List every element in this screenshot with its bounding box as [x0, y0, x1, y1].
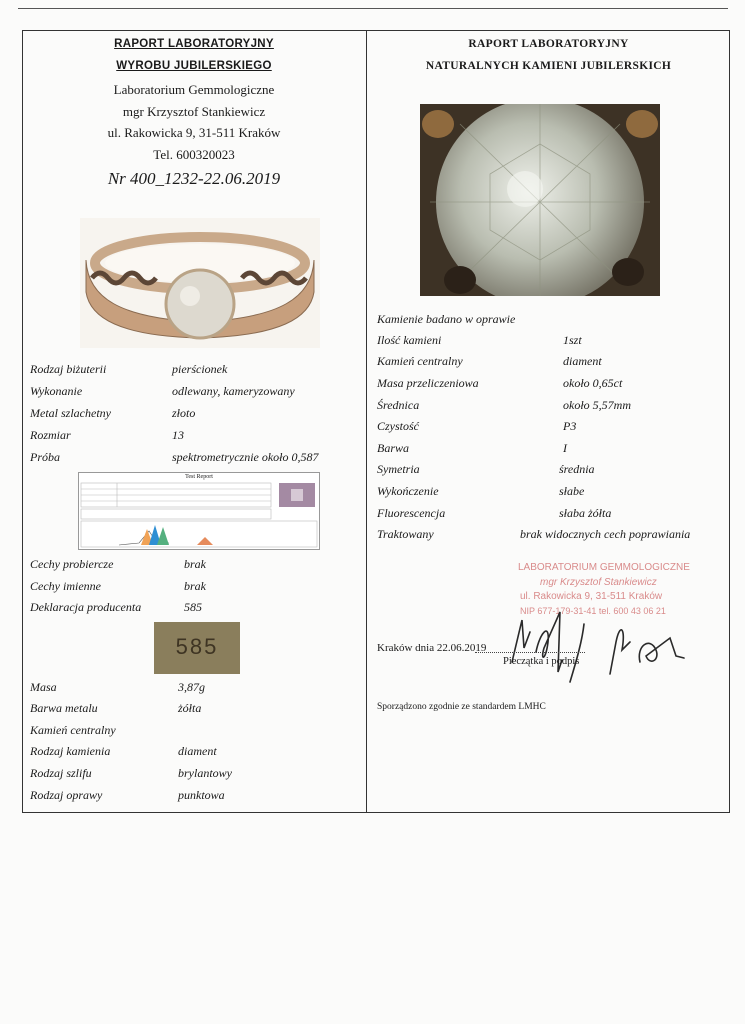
- value-masa-przeliczeniowa: około 0,65ct: [563, 376, 623, 390]
- label-czystosc: Czystość: [377, 419, 419, 433]
- top-rule: [18, 8, 728, 9]
- value-wykonanie: odlewany, kameryzowany: [172, 384, 295, 398]
- report-number: Nr 400_1232-22.06.2019: [107, 169, 281, 188]
- value-proba: spektrometrycznie około 0,587: [172, 450, 319, 464]
- label-traktowany: Traktowany: [377, 527, 434, 541]
- value-srednica: około 5,57mm: [563, 398, 631, 412]
- spectrum-graphic: [79, 473, 319, 549]
- label-barwa: Barwa: [377, 441, 410, 455]
- label-proba: Próba: [30, 450, 60, 464]
- diamond-photo: [420, 104, 660, 296]
- label-cechy-imienne: Cechy imienne: [30, 579, 101, 593]
- lab-person: mgr Krzysztof Stankiewicz: [122, 104, 266, 119]
- label-rozmiar: Rozmiar: [30, 428, 71, 442]
- value-rodzaj-szlifu: brylantowy: [178, 766, 232, 780]
- value-metal-szlachetny: złoto: [172, 406, 196, 420]
- label-barwa-metalu: Barwa metalu: [30, 701, 98, 715]
- label-symetria: Symetria: [377, 462, 420, 476]
- label-srednica: Średnica: [377, 398, 420, 412]
- right-title-2: NATURALNYCH KAMIENI JUBILERSKICH: [425, 60, 672, 72]
- label-deklaracja-producenta: Deklaracja producenta: [30, 600, 142, 614]
- note-stones-in-setting: Kamienie badano w oprawie: [377, 312, 516, 326]
- label-cechy-probiercze: Cechy probiercze: [30, 557, 114, 571]
- value-wykonczenie: słabe: [559, 484, 585, 498]
- value-ilosc-kamieni: 1szt: [563, 333, 582, 347]
- place-and-date: Kraków dnia 22.06.2019: [377, 642, 487, 654]
- left-title-2: WYROBU JUBILERSKIEGO: [116, 60, 272, 72]
- label-wykonanie: Wykonanie: [30, 384, 83, 398]
- value-deklaracja-producenta: 585: [184, 600, 202, 614]
- spectrum-report: [78, 472, 320, 550]
- label-rodzaj-szlifu: Rodzaj szlifu: [30, 766, 92, 780]
- stamp-line-3: ul. Rakowicka 9, 31-511 Kraków: [520, 591, 663, 602]
- lab-name: Laboratorium Gemmologiczne: [113, 82, 275, 97]
- value-masa: 3,87g: [178, 680, 205, 694]
- stamp-line-4: NIP 677-179-31-41 tel. 600 43 06 21: [520, 606, 666, 616]
- stamp-line-1: LABORATORIUM GEMMOLOGICZNE: [518, 562, 690, 573]
- value-traktowany: brak widocznych cech poprawiania: [520, 527, 691, 541]
- ring-photo: [80, 218, 320, 348]
- column-divider: [366, 30, 367, 813]
- standard-note: Sporządzono zgodnie ze standardem LMHC: [377, 702, 546, 712]
- stamp-line-2: mgr Krzysztof Stankiewicz: [540, 577, 657, 588]
- value-cechy-probiercze: brak: [184, 557, 206, 571]
- lab-phone: Tel. 600320023: [153, 147, 235, 162]
- label-rodzaj-kamienia: Rodzaj kamienia: [30, 744, 111, 758]
- value-czystosc: P3: [563, 419, 577, 433]
- signature-caption: Pieczątka i podpis: [503, 656, 580, 667]
- label-rodzaj-oprawy: Rodzaj oprawy: [30, 788, 103, 802]
- right-title-1: RAPORT LABORATORYJNY: [468, 38, 629, 50]
- value-barwa: I: [563, 441, 567, 455]
- value-fluorescencja: słaba żółta: [559, 506, 612, 520]
- label-kamien-centralny-right: Kamień centralny: [377, 354, 463, 368]
- label-rodzaj-bizuterii: Rodzaj biżuterii: [30, 362, 107, 376]
- lab-address: ul. Rakowicka 9, 31-511 Kraków: [107, 125, 281, 140]
- label-ilosc-kamieni: Ilość kamieni: [377, 333, 442, 347]
- value-cechy-imienne: brak: [184, 579, 206, 593]
- label-metal-szlachetny: Metal szlachetny: [30, 406, 111, 420]
- value-barwa-metalu: żółta: [178, 701, 202, 715]
- label-wykonczenie: Wykończenie: [377, 484, 439, 498]
- left-title-1: RAPORT LABORATORYJNY: [114, 38, 274, 50]
- hallmark-text: 585: [175, 634, 219, 659]
- value-kamien-centralny-right: diament: [563, 354, 602, 368]
- hallmark-photo: [154, 622, 240, 674]
- label-kamien-centralny: Kamień centralny: [30, 723, 116, 737]
- label-masa: Masa: [30, 680, 57, 694]
- value-rozmiar: 13: [172, 428, 184, 442]
- handwritten-signature: [500, 602, 705, 694]
- value-rodzaj-oprawy: punktowa: [178, 788, 225, 802]
- value-rodzaj-bizuterii: pierścionek: [172, 362, 228, 376]
- label-fluorescencja: Fluorescencja: [377, 506, 446, 520]
- label-masa-przeliczeniowa: Masa przeliczeniowa: [377, 376, 479, 390]
- value-rodzaj-kamienia: diament: [178, 744, 217, 758]
- spectrum-title: Test Report: [185, 474, 213, 480]
- value-symetria: średnia: [559, 462, 595, 476]
- signature-dotted-line: [475, 652, 585, 653]
